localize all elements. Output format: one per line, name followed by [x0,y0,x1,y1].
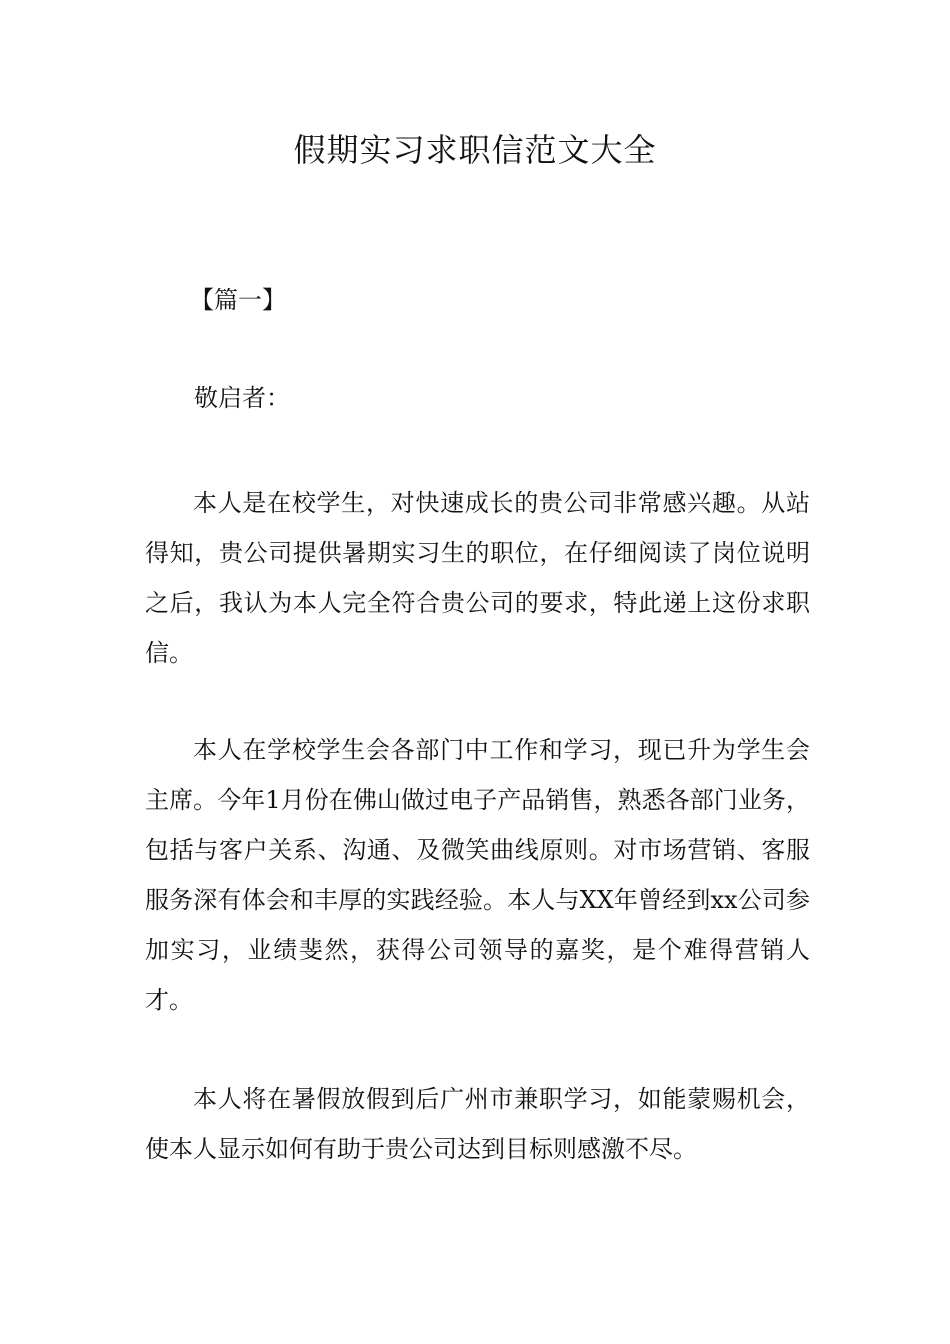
paragraph-intro: 本人是在校学生，对快速成长的贵公司非常感兴趣。从站得知，贵公司提供暑期实习生的职位，在仔细阅读了岗位说明之后，我认为本人完全符合贵公司的要求，特此递上这份求职信。 [145,489,810,667]
section-label: 【篇一】 [190,286,286,314]
document-title: 假期实习求职信范文大全 [293,131,657,169]
salutation: 敬启者： [194,384,290,412]
paragraph-closing: 本人将在暑假放假到后广州市兼职学习，如能蒙赐机会，使本人显示如何有助于贵公司达到目标则感激不尽。 [145,1085,810,1163]
paragraph-experience: 本人在学校学生会各部门中工作和学习，现已升为学生会主席。今年1月份在佛山做过电子产品销售，熟悉各部门业务，包括与客户关系、沟通、及微笑曲线原则。对市场营销、客服服务深有体会和丰厚的实践经验。本人与XX年曾经到xx公司参加实习，业绩斐然，获得公司领导的嘉奖，是个难得营销人才。 [145,736,810,1014]
